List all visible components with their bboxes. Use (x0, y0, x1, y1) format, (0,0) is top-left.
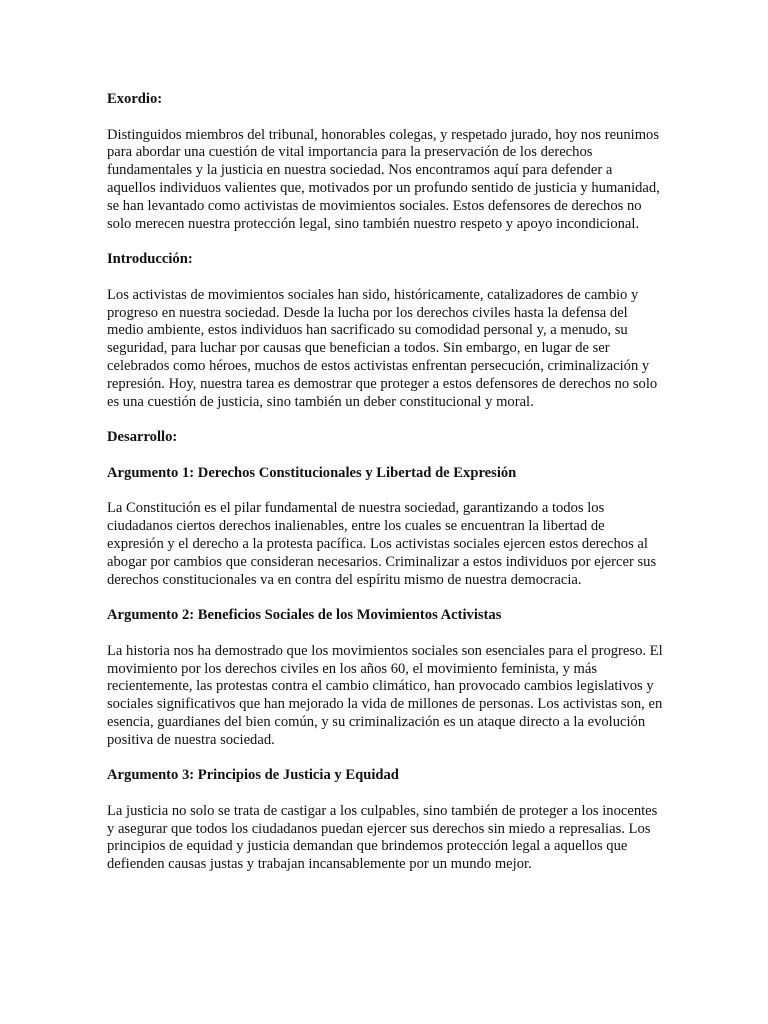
paragraph-exordio: Distinguidos miembros del tribunal, honorables colegas, y respetado jurado, hoy nos reunimos para abordar una cuestión de vital importancia para la preservación de los derechos fundamentales y la justicia en nuestra sociedad. Nos encontramos aquí para defender a aquellos individuos valientes que, motivados por un profundo sentido de justicia y humanidad, se han levantado como activistas de movimientos sociales. Estos defensores de derechos no solo merecen nuestra protección legal, sino también nuestro respeto y apoyo incondicional. (107, 126, 660, 232)
heading-desarrollo: Desarrollo: (107, 429, 178, 446)
paragraph-introduccion: Los activistas de movimientos sociales han sido, históricamente, catalizadores de cambio y progreso en nuestra sociedad. Desde la lucha por los derechos civiles hasta la defensa del medio ambiente, estos individuos han sacrificado su comodidad personal y, a menudo, su seguridad, para luchar por causas que benefician a todos. Sin embargo, en lugar de ser celebrados como héroes, muchos de estos activistas enfrentan persecución, criminalización y represión. Hoy, nuestra tarea es demostrar que proteger a estos defensores de derechos no solo es una cuestión de justicia, sino también un deber constitucional y moral. (107, 286, 658, 410)
heading-exordio: Exordio: (107, 91, 163, 107)
document-page (107, 91, 663, 892)
heading-argumento-2: Argumento 2: Beneficios Sociales de los Movimientos Activistas (107, 607, 502, 624)
paragraph-argumento-1: La Constitución es el pilar fundamental de nuestra sociedad, garantizando a todos los ciudadanos ciertos derechos inalienables, entre los cuales se encuentran la libertad de expresión y el derecho a la protesta pacífica. Los activistas sociales ejercen estos derechos al abogar por cambios que consideran necesarios. Criminalizar a estos individuos por ejercer sus derechos constitucionales va en contra del espíritu mismo de nuestra democracia. (107, 500, 657, 588)
heading-argumento-3: Argumento 3: Principios de Justicia y Equidad (107, 767, 399, 784)
paragraph-argumento-3: La justicia no solo se trata de castigar a los culpables, sino también de proteger a los inocentes y asegurar que todos los ciudadanos puedan ejercer sus derechos sin miedo a represalias. Los principios de equidad y justicia demandan que brindemos protección legal a aquellos que defienden causas justas y trabajan incansablemente por un mundo mejor. (107, 802, 658, 873)
paragraph-argumento-2: La historia nos ha demostrado que los movimientos sociales son esenciales para el progreso. El movimiento por los derechos civiles en los años 60, el movimiento feminista, y más recientemente, las protestas contra el cambio climático, han provocado cambios legislativos y sociales significativos que han mejorado la vida de millones de personas. Los activistas son, en esencia, guardianes del bien común, y su criminalización es un ataque directo a la evolución positiva de nuestra sociedad. (107, 642, 663, 748)
heading-introduccion: Introducción: (107, 251, 193, 268)
heading-argumento-1: Argumento 1: Derechos Constitucionales y Libertad de Expresión (107, 464, 517, 481)
